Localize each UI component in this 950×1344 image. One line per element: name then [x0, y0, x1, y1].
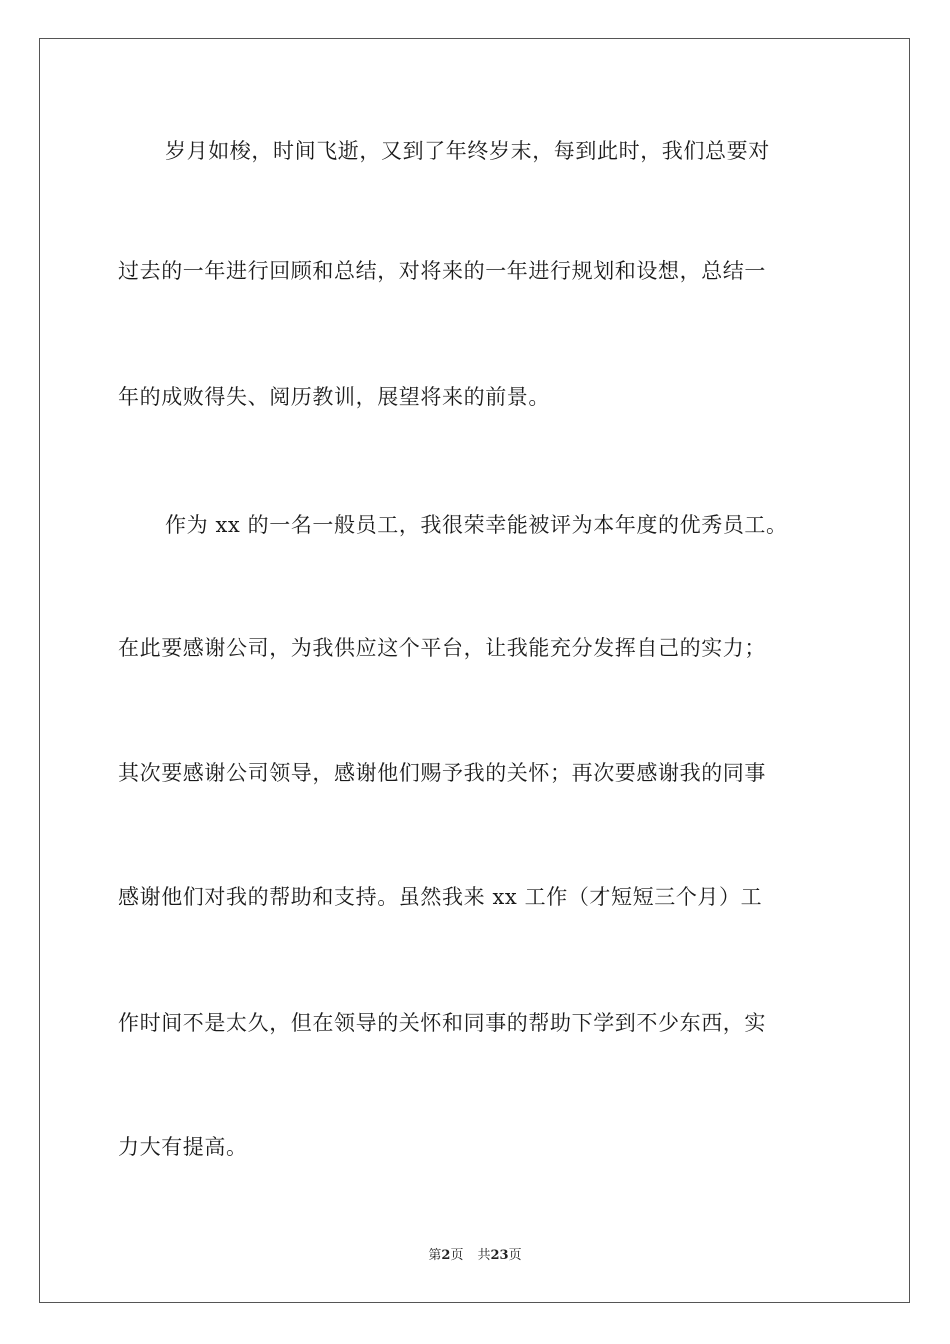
paragraph-line: 力大有提高。: [118, 1135, 248, 1159]
paragraph-line: 其次要感谢公司领导，感谢他们赐予我的关怀；再次要感谢我的同事: [118, 761, 766, 785]
total-prefix: 共: [477, 1248, 491, 1263]
total-suffix: 页: [508, 1248, 522, 1263]
paragraph-line: 过去的一年进行回顾和总结，对将来的一年进行规划和设想，总结一: [118, 259, 766, 283]
paragraph-line: 年的成败得失、阅历教训，展望将来的前景。: [118, 385, 550, 409]
paragraph-line: 作时间不是太久，但在领导的关怀和同事的帮助下学到不少东西，实: [118, 1011, 766, 1035]
paragraph-line: 岁月如梭，时间飞逝，又到了年终岁末，每到此时，我们总要对: [165, 139, 770, 163]
current-page-number: 2: [441, 1248, 451, 1263]
page-frame: [39, 38, 910, 1303]
page-prefix: 第: [428, 1248, 442, 1263]
paragraph-line: 感谢他们对我的帮助和支持。虽然我来 xx 工作（才短短三个月）工: [118, 885, 763, 909]
total-page-number: 23: [490, 1248, 509, 1263]
paragraph-line: 作为 xx 的一名一般员工，我很荣幸能被评为本年度的优秀员工。: [165, 513, 788, 537]
paragraph-line: 在此要感谢公司，为我供应这个平台，让我能充分发挥自己的实力；: [118, 636, 766, 660]
page-footer: [0, 1247, 950, 1265]
page-suffix: 页: [450, 1248, 464, 1263]
